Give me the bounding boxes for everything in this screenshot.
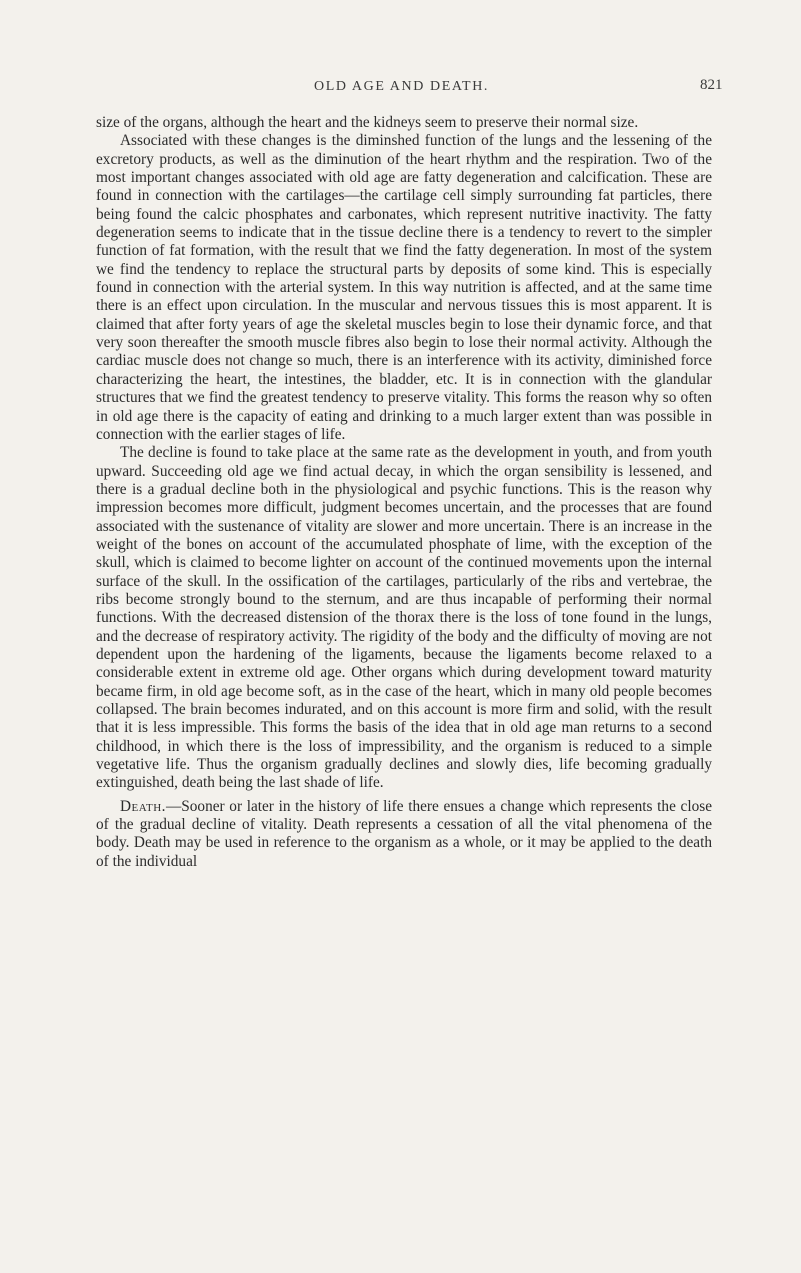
paragraph-death: [96, 798, 712, 871]
paragraph-continuation: size of the organs, although the heart and the kidneys seem to preserve their normal size.: [96, 114, 639, 131]
paragraph-associated-changes: Associated with these changes is the diminshed function of the lungs and the lessening of the excretory products, as well as the diminution of the heart rhythm and the respiration. Two of the most important changes associated with old age are fatty degeneration and calcification. These are found in connection with the cartilages—the cartilage cell simply surrounding fat particles, there being found the calcic phosphates and carbonates, which represent nutritive inactivity. The fatty degeneration seems to indicate that in the tissue decline there is a tendency to revert to the simpler function of fat formation, with the result that we find the fatty degeneration. In most of the system we find the tendency to replace the structural parts by deposits of some kind. This is especially found in connection with the arterial system. In this way nutrition is affected, and at the same time there is an effect upon circulation. In the muscular and nervous tissues this is most apparent. It is claimed that after forty years of age the skeletal muscles begin to lose their dynamic force, and that very soon thereafter the smooth muscle fibres also begin to lose their normal activity. Although the cardiac muscle does not change so much, there is an interference with its activity, diminished force characterizing the heart, the intestines, the bladder, etc. It is in connection with the glandular structures that we find the greatest tendency to preserve vitality. This forms the reason why so often in old age there is the capacity of eating and drinking to a much larger extent than was possible in connection with the earlier stages of life.: [96, 132, 712, 443]
paragraph-decline: The decline is found to take place at the same rate as the development in youth, and from youth upward. Succeeding old age we find actual decay, in which the organ sensibility is lessened, and there is a gradual decline both in the physiological and psychic functions. This is the reason why impression becomes more difficult, judgment becomes uncertain, and the processes that are found associated with the sustenance of vitality are slower and more uncertain. There is an increase in the weight of the bones on account of the accumulated phosphate of lime, with the exception of the skull, which is claimed to become lighter on account of the continued movements upon the internal surface of the skull. In the ossification of the cartilages, particularly of the ribs and vertebrae, the ribs become strongly bound to the sternum, and are thus incapable of performing their normal functions. With the decreased distension of the thorax there is the loss of tone found in the lungs, and the decrease of respiratory activity. The rigidity of the body and the difficulty of moving are not dependent upon the hardening of the ligaments, because the ligaments become relaxed to a considerable extent in extreme old age. Other organs which during development toward maturity became firm, in old age become soft, as in the case of the heart, which in many old people becomes collapsed. The brain becomes indurated, and on this account is more firm and solid, with the result that it is less impressible. This forms the basis of the idea that in old age man returns to a second childhood, in which there is the loss of impressibility, and the organism is reduced to a simple vegetative life. Thus the organism gradually declines and slowly dies, life becoming gradually extinguished, death being the last shade of life.: [96, 444, 712, 792]
death-text: —Sooner or later in the history of life there ensues a change which represents the close of the gradual decline of vitality. Death represents a cessation of all the vital phenomena of the body. Death may be used in reference to the organism as a whole, or it may be applied to the death of the individual: [96, 797, 712, 870]
page-number: 821: [700, 77, 723, 93]
body-text: [96, 114, 712, 871]
death-heading: Death.: [120, 797, 166, 815]
running-title: OLD AGE AND DEATH.: [314, 79, 490, 94]
